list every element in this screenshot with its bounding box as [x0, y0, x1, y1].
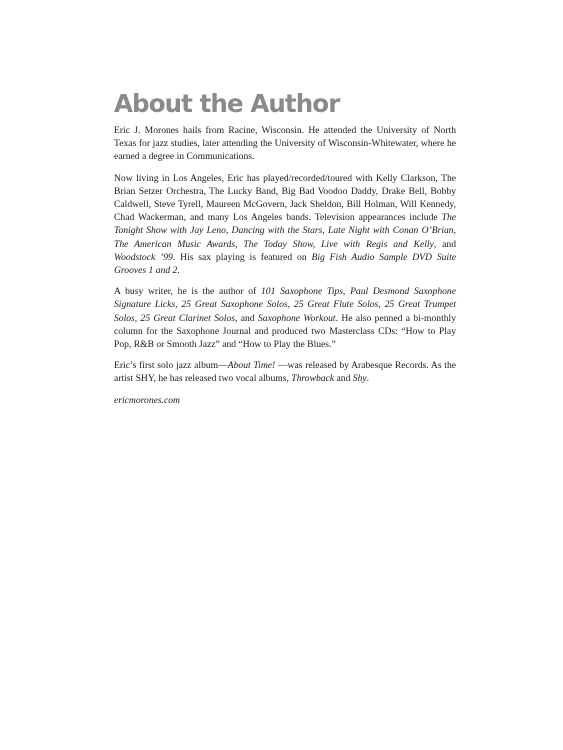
bio-text: . His sax playing is featured on [172, 251, 312, 263]
bio-text-italic: Throwback [291, 373, 335, 385]
bio-paragraph-3 [114, 285, 456, 351]
bio-text: Eric’s first solo jazz album— [114, 360, 228, 372]
bio-text: and [334, 373, 353, 385]
bio-paragraph-2 [114, 172, 456, 278]
bio-text: , and [235, 312, 258, 324]
bio-text-italic: Shy [352, 373, 367, 385]
bio-text: , and [433, 238, 456, 250]
bio-text: . He also penned a bi-monthly column for the Saxophone Journal and produced two Masterclass CDs: “How to Play Pop, R&B or Smooth Jazz” and “How to Play the Blues.” [114, 312, 456, 351]
bio-text: . [366, 373, 370, 385]
bio-text-italic: Woodstock ’99 [114, 251, 173, 263]
bio-text-italic: Saxophone Workout [257, 312, 336, 324]
bio-text-italic: The Tonight Show with Jay Leno, Dancing with the Stars, Late Night with Conan O’Brian, The American Music Awards, The Today Show, Live with Regis and Kelly [114, 212, 456, 250]
page-title: About the Author [114, 89, 340, 118]
bio-text-italic: 101 Saxophone Tips, Paul Desmond Saxophone Signature Licks, 25 Great Saxophone Solos, 25 Great Flute Solos, 25 Great Trumpet Solos, 25 Great Clarinet Solos [114, 286, 456, 324]
bio-text: A busy writer, he is the author of [114, 286, 261, 298]
bio-text: —was released by Arabesque Records. As the artist SHY, he has released two vocal albums, [114, 360, 456, 385]
bio-text-italic: Big Fish Audio Sample DVD Suite Grooves 1 and 2 [114, 251, 456, 277]
bio-text: Eric J. Morones hails from Racine, Wisconsin. He attended the University of North Texas for jazz studies, later attending the University of Wisconsin-Whitewater, where he earned a degree in Communications. [114, 125, 456, 163]
website-link[interactable]: ericmorones.com [114, 394, 180, 406]
bio-paragraph-4 [114, 359, 456, 385]
bio-paragraph-1 [114, 124, 456, 164]
author-bio [114, 90, 456, 407]
bio-text: . [177, 265, 180, 277]
bio-text: Now living in Los Angeles, Eric has played/recorded/toured with Kelly Clarkson, The Brian Setzer Orchestra, The Lucky Band, Big Bad Voodoo Daddy, Drake Bell, Bobby Caldwell, Steve Tyrell, Maureen McGovern, Jack Sheldon, Bill Holman, Will Kennedy, Chad Wackerman, and many Los Angeles bands. Television appearances include [114, 172, 456, 224]
bio-text-italic: About Time! [227, 360, 276, 372]
